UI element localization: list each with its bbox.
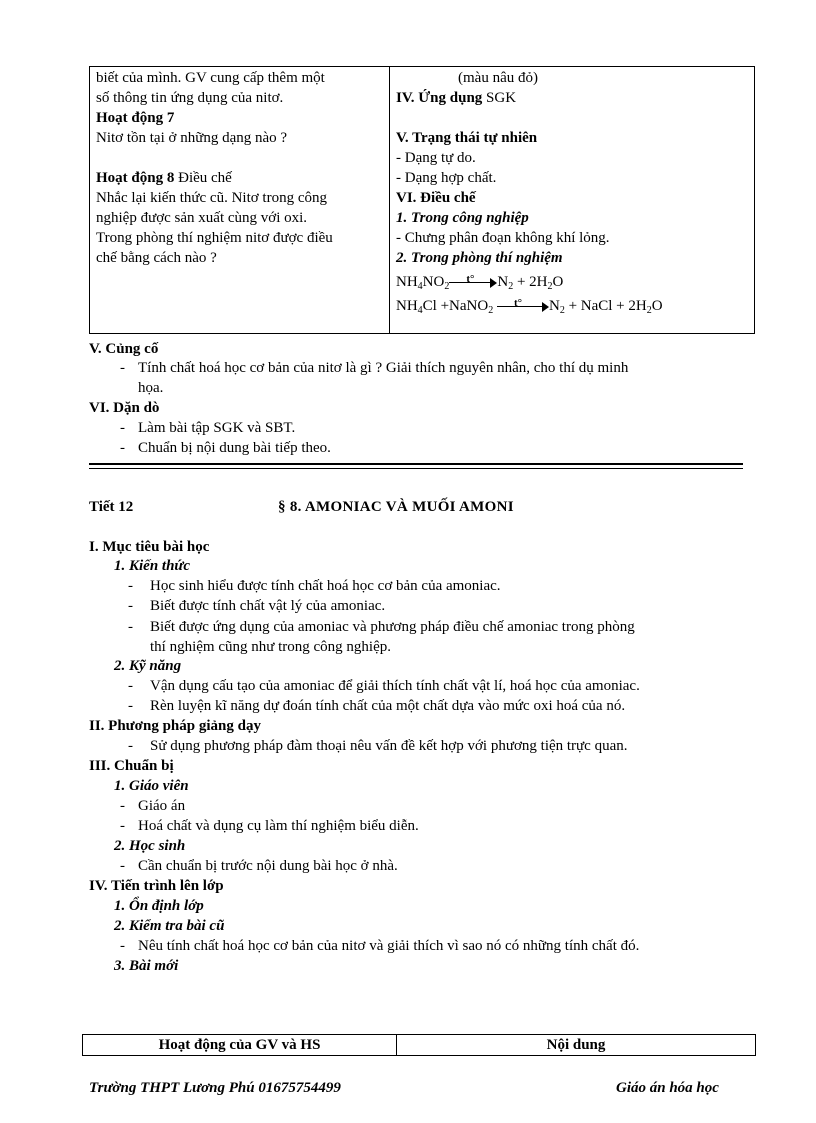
bullet-dash: -: [128, 619, 133, 635]
procedure-step-1: 1. Ổn định lớp: [114, 898, 204, 914]
section-4-title: IV. Ứng dụng: [396, 90, 483, 106]
student-item: Cần chuẩn bị trước nội dung bài học ở nhà.: [138, 858, 398, 874]
lesson-title: § 8. AMONIAC VÀ MUỐI AMONI: [278, 499, 514, 515]
section-4-rest: SGK: [482, 90, 517, 106]
eq1-product-1: N: [497, 274, 509, 290]
column-header-content: Nội dung: [546, 1037, 606, 1053]
reaction-arrow-icon: [449, 272, 497, 288]
color-note: (màu nâu đỏ): [458, 70, 538, 86]
knowledge-item: Biết được ứng dụng của amoniac và phương pháp điều chế amoniac trong phòng: [150, 619, 635, 635]
eq1-sub-b: 2: [444, 281, 450, 292]
table-border-left: [89, 66, 90, 334]
methods-item: Sử dụng phương pháp đàm thoại nêu vấn đề kết hợp với phương tiện trực quan.: [150, 738, 628, 754]
eq2-sub-p1: 2: [559, 305, 565, 316]
skills-item: Rèn luyện kĩ năng dự đoán tính chất của một chất dựa vào mức oxi hoá của nó.: [150, 698, 626, 714]
knowledge-item: Học sinh hiểu được tính chất hoá học cơ bản của amoniac.: [150, 578, 501, 594]
eq1-product-2-end: O: [552, 274, 564, 290]
section-separator-thin: [89, 468, 743, 469]
reaction-arrow-icon: [497, 296, 549, 312]
teacher-item: Giáo án: [138, 798, 186, 814]
knowledge-item-continued: thí nghiệm cũng như trong công nghiệp.: [150, 639, 392, 655]
eq1-reactant-b: NO: [422, 274, 445, 290]
free-form: - Dạng tự do.: [396, 150, 476, 166]
bullet-dash: -: [120, 798, 125, 814]
footer-school: Trường THPT Lương Phú 01675754499: [89, 1080, 341, 1096]
skills-title: 2. Kỹ năng: [114, 658, 182, 674]
methods-title: II. Phương pháp giảng dạy: [89, 718, 261, 734]
eq1-product-2: + 2H: [513, 274, 548, 290]
student-title: 2. Học sinh: [114, 838, 186, 854]
consolidation-item-line-2: họa.: [138, 380, 164, 396]
eq2-reactant-a: NH: [396, 298, 418, 314]
lesson-period: Tiết 12: [89, 499, 134, 515]
lab-title: 2. Trong phòng thí nghiệm: [396, 250, 563, 266]
eq1-reactant-a: NH: [396, 274, 418, 290]
table-border-top: [89, 66, 755, 67]
procedure-step-3: 3. Bài mới: [114, 958, 179, 974]
consolidation-title: V. Củng cố: [89, 341, 159, 357]
industry-title: 1. Trong công nghiệp: [396, 210, 529, 226]
eq2-sub-a: 4: [417, 305, 423, 316]
bullet-dash: -: [120, 938, 125, 954]
equation-1: [396, 272, 563, 292]
procedure-step-2: 2. Kiểm tra bài cũ: [114, 918, 225, 934]
bullet-dash: -: [128, 738, 133, 754]
eq2-sub-b: 2: [488, 305, 494, 316]
activity-7-title: Hoạt động 7: [96, 110, 175, 126]
homework-item: Làm bài tập SGK và SBT.: [138, 420, 296, 436]
teacher-item: Hoá chất và dụng cụ làm thí nghiệm biểu diễn.: [138, 818, 419, 834]
bullet-dash: -: [128, 598, 133, 614]
eq2-product-1: N: [548, 298, 560, 314]
left-cell-line-1: biết của mình. GV cung cấp thêm một: [96, 70, 325, 86]
bullet-dash: -: [120, 360, 125, 376]
section-5-title: V. Trạng thái tự nhiên: [396, 130, 538, 146]
activity-8-title: Hoạt động 8: [96, 170, 175, 186]
left-cell-line-7: Trong phòng thí nghiệm nitơ được điều: [96, 230, 333, 246]
knowledge-item: Biết được tính chất vật lý của amoniac.: [150, 598, 386, 614]
left-cell-line-5: Nhắc lại kiến thức cũ. Nitơ trong công: [96, 190, 327, 206]
activity-8-heading: [96, 168, 232, 188]
equation-2: [396, 296, 663, 316]
eq1-sub-p2: 2: [547, 281, 553, 292]
eq2-product-2: + NaCl + 2H: [564, 298, 647, 314]
consolidation-item-line-1: Tính chất hoá học cơ bản của nitơ là gì ? Giải thích nguyên nhân, cho thí dụ minh: [138, 360, 629, 376]
bullet-dash: -: [128, 698, 133, 714]
homework-title: VI. Dặn dò: [89, 400, 160, 416]
bullet-dash: -: [120, 818, 125, 834]
section-6-title: VI. Điều chế: [396, 190, 476, 206]
industry-text: - Chưng phân đoạn không khí lỏng.: [396, 230, 610, 246]
activity-7-question: Nitơ tồn tại ở những dạng nào ?: [96, 130, 288, 146]
eq1-condition: t°: [466, 272, 475, 285]
objectives-title: I. Mục tiêu bài học: [89, 539, 210, 555]
column-header-activities: Hoạt động của GV và HS: [158, 1037, 321, 1053]
knowledge-title: 1. Kiến thức: [114, 558, 191, 574]
eq1-sub-a: 4: [417, 281, 423, 292]
eq2-product-2-end: O: [651, 298, 663, 314]
eq2-condition: t°: [513, 296, 523, 309]
table-border-bottom: [89, 333, 755, 334]
footer-document-type: Giáo án hóa học: [616, 1080, 719, 1096]
bullet-dash: -: [120, 440, 125, 456]
left-cell-line-2: số thông tin ứng dụng của nitơ.: [96, 90, 284, 106]
left-cell-line-6: nghiệp được sản xuất cùng với oxi.: [96, 210, 308, 226]
section-4-heading: [396, 88, 516, 108]
procedure-title: IV. Tiến trình lên lớp: [89, 878, 224, 894]
bullet-dash: -: [128, 578, 133, 594]
table-column-divider: [389, 66, 390, 334]
table-border-right: [754, 66, 755, 334]
section-separator: [89, 463, 743, 465]
bullet-dash: -: [120, 858, 125, 874]
preparation-title: III. Chuẩn bị: [89, 758, 174, 774]
teacher-title: 1. Giáo viên: [114, 778, 189, 794]
eq2-reactant-b: Cl +NaNO: [422, 298, 489, 314]
eq1-sub-p1: 2: [508, 281, 514, 292]
activity-8-rest: Điều chế: [174, 170, 232, 186]
left-cell-line-8: chế bằng cách nào ?: [96, 250, 217, 266]
bullet-dash: -: [128, 678, 133, 694]
skills-item: Vận dụng cấu tạo của amoniac để giải thích tính chất vật lí, hoá học của amoniac.: [150, 678, 640, 694]
compound-form: - Dạng hợp chất.: [396, 170, 497, 186]
homework-item: Chuẩn bị nội dung bài tiếp theo.: [138, 440, 331, 456]
procedure-step-2-item: Nêu tính chất hoá học cơ bản của nitơ và giải thích vì sao nó có những tính chất đó.: [138, 938, 640, 954]
eq2-sub-p2: 2: [646, 305, 652, 316]
bullet-dash: -: [120, 420, 125, 436]
